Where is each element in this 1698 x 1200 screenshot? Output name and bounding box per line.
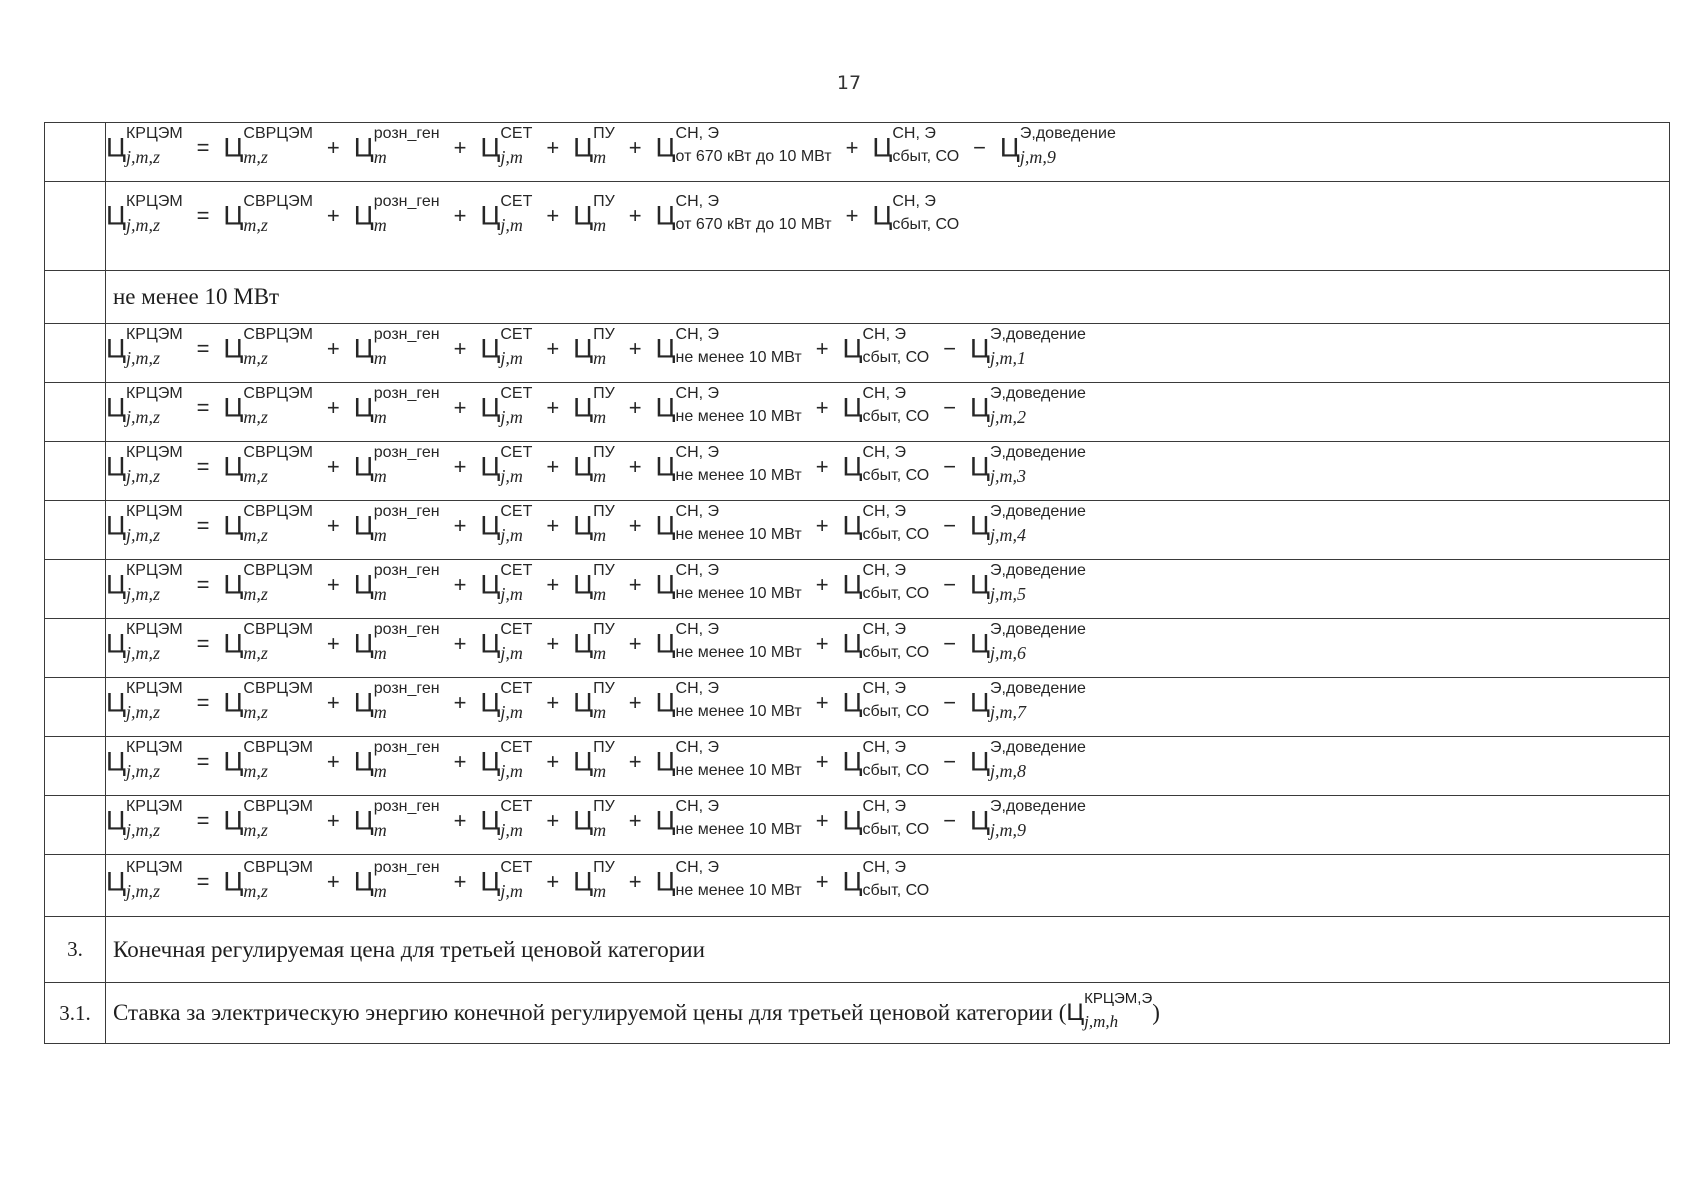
number-cell-empty — [45, 678, 106, 737]
table-row — [45, 324, 1670, 383]
table-row — [45, 917, 1670, 983]
table-row — [45, 855, 1670, 917]
formula-670-no-doved: Ц КРЦЭМ j,m,z = Ц СВРЦЭМ m,z + Ц розн_ген m + Ц СЕТ j,m + Ц ПУ m + Ц СН, Э от 670 кВт до 10 МВт + Ц СН, Э сбыт, СО — [106, 193, 960, 235]
table-row — [45, 442, 1670, 501]
term-sn-sbyt: Ц СН, Э сбыт, СО — [872, 125, 960, 165]
number-cell-empty — [45, 271, 106, 324]
number-cell-empty — [45, 123, 106, 182]
term-sn-670: Ц СН, Э от 670 кВт до 10 МВт — [655, 125, 832, 165]
formula-cell — [106, 855, 1670, 917]
table-row — [45, 501, 1670, 560]
item-3-1-title — [106, 983, 1670, 1044]
formula-10-doved: Ц КРЦЭМ j,m,z = Ц СВРЦЭМ m,z + Ц розн_ген m + Ц СЕТ j,m + Ц ПУ m + Ц СН, Э не менее 10 МВт + Ц СН, Э сбыт, СО − Ц Э,доведение j,m,5 — [106, 562, 1086, 604]
formula-10-doved: Ц КРЦЭМ j,m,z = Ц СВРЦЭМ m,z + Ц розн_ген m + Ц СЕТ j,m + Ц ПУ m + Ц СН, Э не менее 10 МВт + Ц СН, Э сбыт, СО − Ц Э,доведение j,m,3 — [106, 444, 1086, 486]
formula-cell — [106, 678, 1670, 737]
table-row — [45, 271, 1670, 324]
formula-10-doved: Ц КРЦЭМ j,m,z = Ц СВРЦЭМ m,z + Ц розн_ген m + Ц СЕТ j,m + Ц ПУ m + Ц СН, Э не менее 10 МВт + Ц СН, Э сбыт, СО − Ц Э,доведение j,m,9 — [106, 798, 1086, 840]
table-row — [45, 796, 1670, 855]
item-3-title: Конечная регулируемая цена для третьей ценовой категории — [106, 917, 1670, 983]
item-number: 3. — [45, 917, 106, 983]
number-cell-empty — [45, 501, 106, 560]
term-krcem: Ц КРЦЭМ j,m,z — [106, 125, 183, 167]
page-number: 17 — [836, 72, 862, 94]
term-doved: Ц Э,доведение j,m,9 — [999, 125, 1116, 167]
table-row — [45, 678, 1670, 737]
formula-cell — [106, 501, 1670, 560]
formula-10-no-doved: Ц КРЦЭМ j,m,z = Ц СВРЦЭМ m,z + Ц розн_ген m + Ц СЕТ j,m + Ц ПУ m + Ц СН, Э не менее 10 МВт + Ц СН, Э сбыт, СО — [106, 858, 930, 901]
term-set: Ц СЕТ j,m — [480, 125, 533, 167]
formula-cell — [106, 324, 1670, 383]
number-cell-empty — [45, 383, 106, 442]
formula-10-doved: Ц КРЦЭМ j,m,z = Ц СВРЦЭМ m,z + Ц розн_ген m + Ц СЕТ j,m + Ц ПУ m + Ц СН, Э не менее 10 МВт + Ц СН, Э сбыт, СО − Ц Э,доведение j,m,6 — [106, 621, 1086, 663]
item-3-1-symbol: Ц КРЦЭМ,Э j,m,h — [1066, 990, 1153, 1031]
number-cell-empty — [45, 796, 106, 855]
formula-cell — [106, 123, 1670, 182]
formula-10-doved: Ц КРЦЭМ j,m,z = Ц СВРЦЭМ m,z + Ц розн_ген m + Ц СЕТ j,m + Ц ПУ m + Ц СН, Э не менее 10 МВт + Ц СН, Э сбыт, СО − Ц Э,доведение j,m,4 — [106, 503, 1086, 545]
formula-cell — [106, 182, 1670, 271]
item-number: 3.1. — [45, 983, 106, 1044]
formula-10-doved: Ц КРЦЭМ j,m,z = Ц СВРЦЭМ m,z + Ц розн_ген m + Ц СЕТ j,m + Ц ПУ m + Ц СН, Э не менее 10 МВт + Ц СН, Э сбыт, СО − Ц Э,доведение j,m,7 — [106, 680, 1086, 722]
tariff-table — [44, 122, 1670, 1044]
number-cell-empty — [45, 619, 106, 678]
item-3-1-close-paren: ) — [1152, 1000, 1160, 1025]
formula-cell — [106, 383, 1670, 442]
table-row — [45, 619, 1670, 678]
term-rozn-gen: Ц розн_ген m — [353, 125, 440, 167]
formula-cell — [106, 442, 1670, 501]
formula-10-doved: Ц КРЦЭМ j,m,z = Ц СВРЦЭМ m,z + Ц розн_ген m + Ц СЕТ j,m + Ц ПУ m + Ц СН, Э не менее 10 МВт + Ц СН, Э сбыт, СО − Ц Э,доведение j,m,1 — [106, 326, 1086, 368]
number-cell-empty — [45, 324, 106, 383]
number-cell-empty — [45, 855, 106, 917]
formula-cell — [106, 619, 1670, 678]
number-cell-empty — [45, 560, 106, 619]
formula-cell — [106, 560, 1670, 619]
term-pu: Ц ПУ m — [573, 125, 615, 167]
item-3-1-text: Ставка за электрическую энергию конечной регулируемой цены для третьей ценовой категории ( — [113, 1000, 1067, 1025]
formula-cell — [106, 737, 1670, 796]
term-svrcem: Ц СВРЦЭМ m,z — [223, 125, 313, 167]
table-row — [45, 737, 1670, 796]
table-row — [45, 560, 1670, 619]
formula-rows-ne-menee-10 — [45, 324, 1670, 855]
number-cell-empty — [45, 442, 106, 501]
table-row — [45, 983, 1670, 1044]
number-cell-empty — [45, 737, 106, 796]
number-cell-empty — [45, 182, 106, 271]
table-row — [45, 123, 1670, 182]
formula-cell — [106, 796, 1670, 855]
formula-670-doved-9: Ц КРЦЭМ j,m,z = Ц СВРЦЭМ m,z + Ц розн_ген m + Ц СЕТ j,m + Ц ПУ m + Ц СН, Э от 670 кВт до 10 МВт + Ц СН, Э сбыт, СО − Ц Э,доведение j,m,9 — [106, 125, 1116, 167]
table-row — [45, 383, 1670, 442]
formula-10-doved: Ц КРЦЭМ j,m,z = Ц СВРЦЭМ m,z + Ц розн_ген m + Ц СЕТ j,m + Ц ПУ m + Ц СН, Э не менее 10 МВт + Ц СН, Э сбыт, СО − Ц Э,доведение j,m,2 — [106, 385, 1086, 427]
formula-10-doved: Ц КРЦЭМ j,m,z = Ц СВРЦЭМ m,z + Ц розн_ген m + Ц СЕТ j,m + Ц ПУ m + Ц СН, Э не менее 10 МВт + Ц СН, Э сбыт, СО − Ц Э,доведение j,m,8 — [106, 739, 1086, 781]
section-heading-ne-menee-10: не менее 10 МВт — [106, 271, 1670, 324]
table-row — [45, 182, 1670, 271]
